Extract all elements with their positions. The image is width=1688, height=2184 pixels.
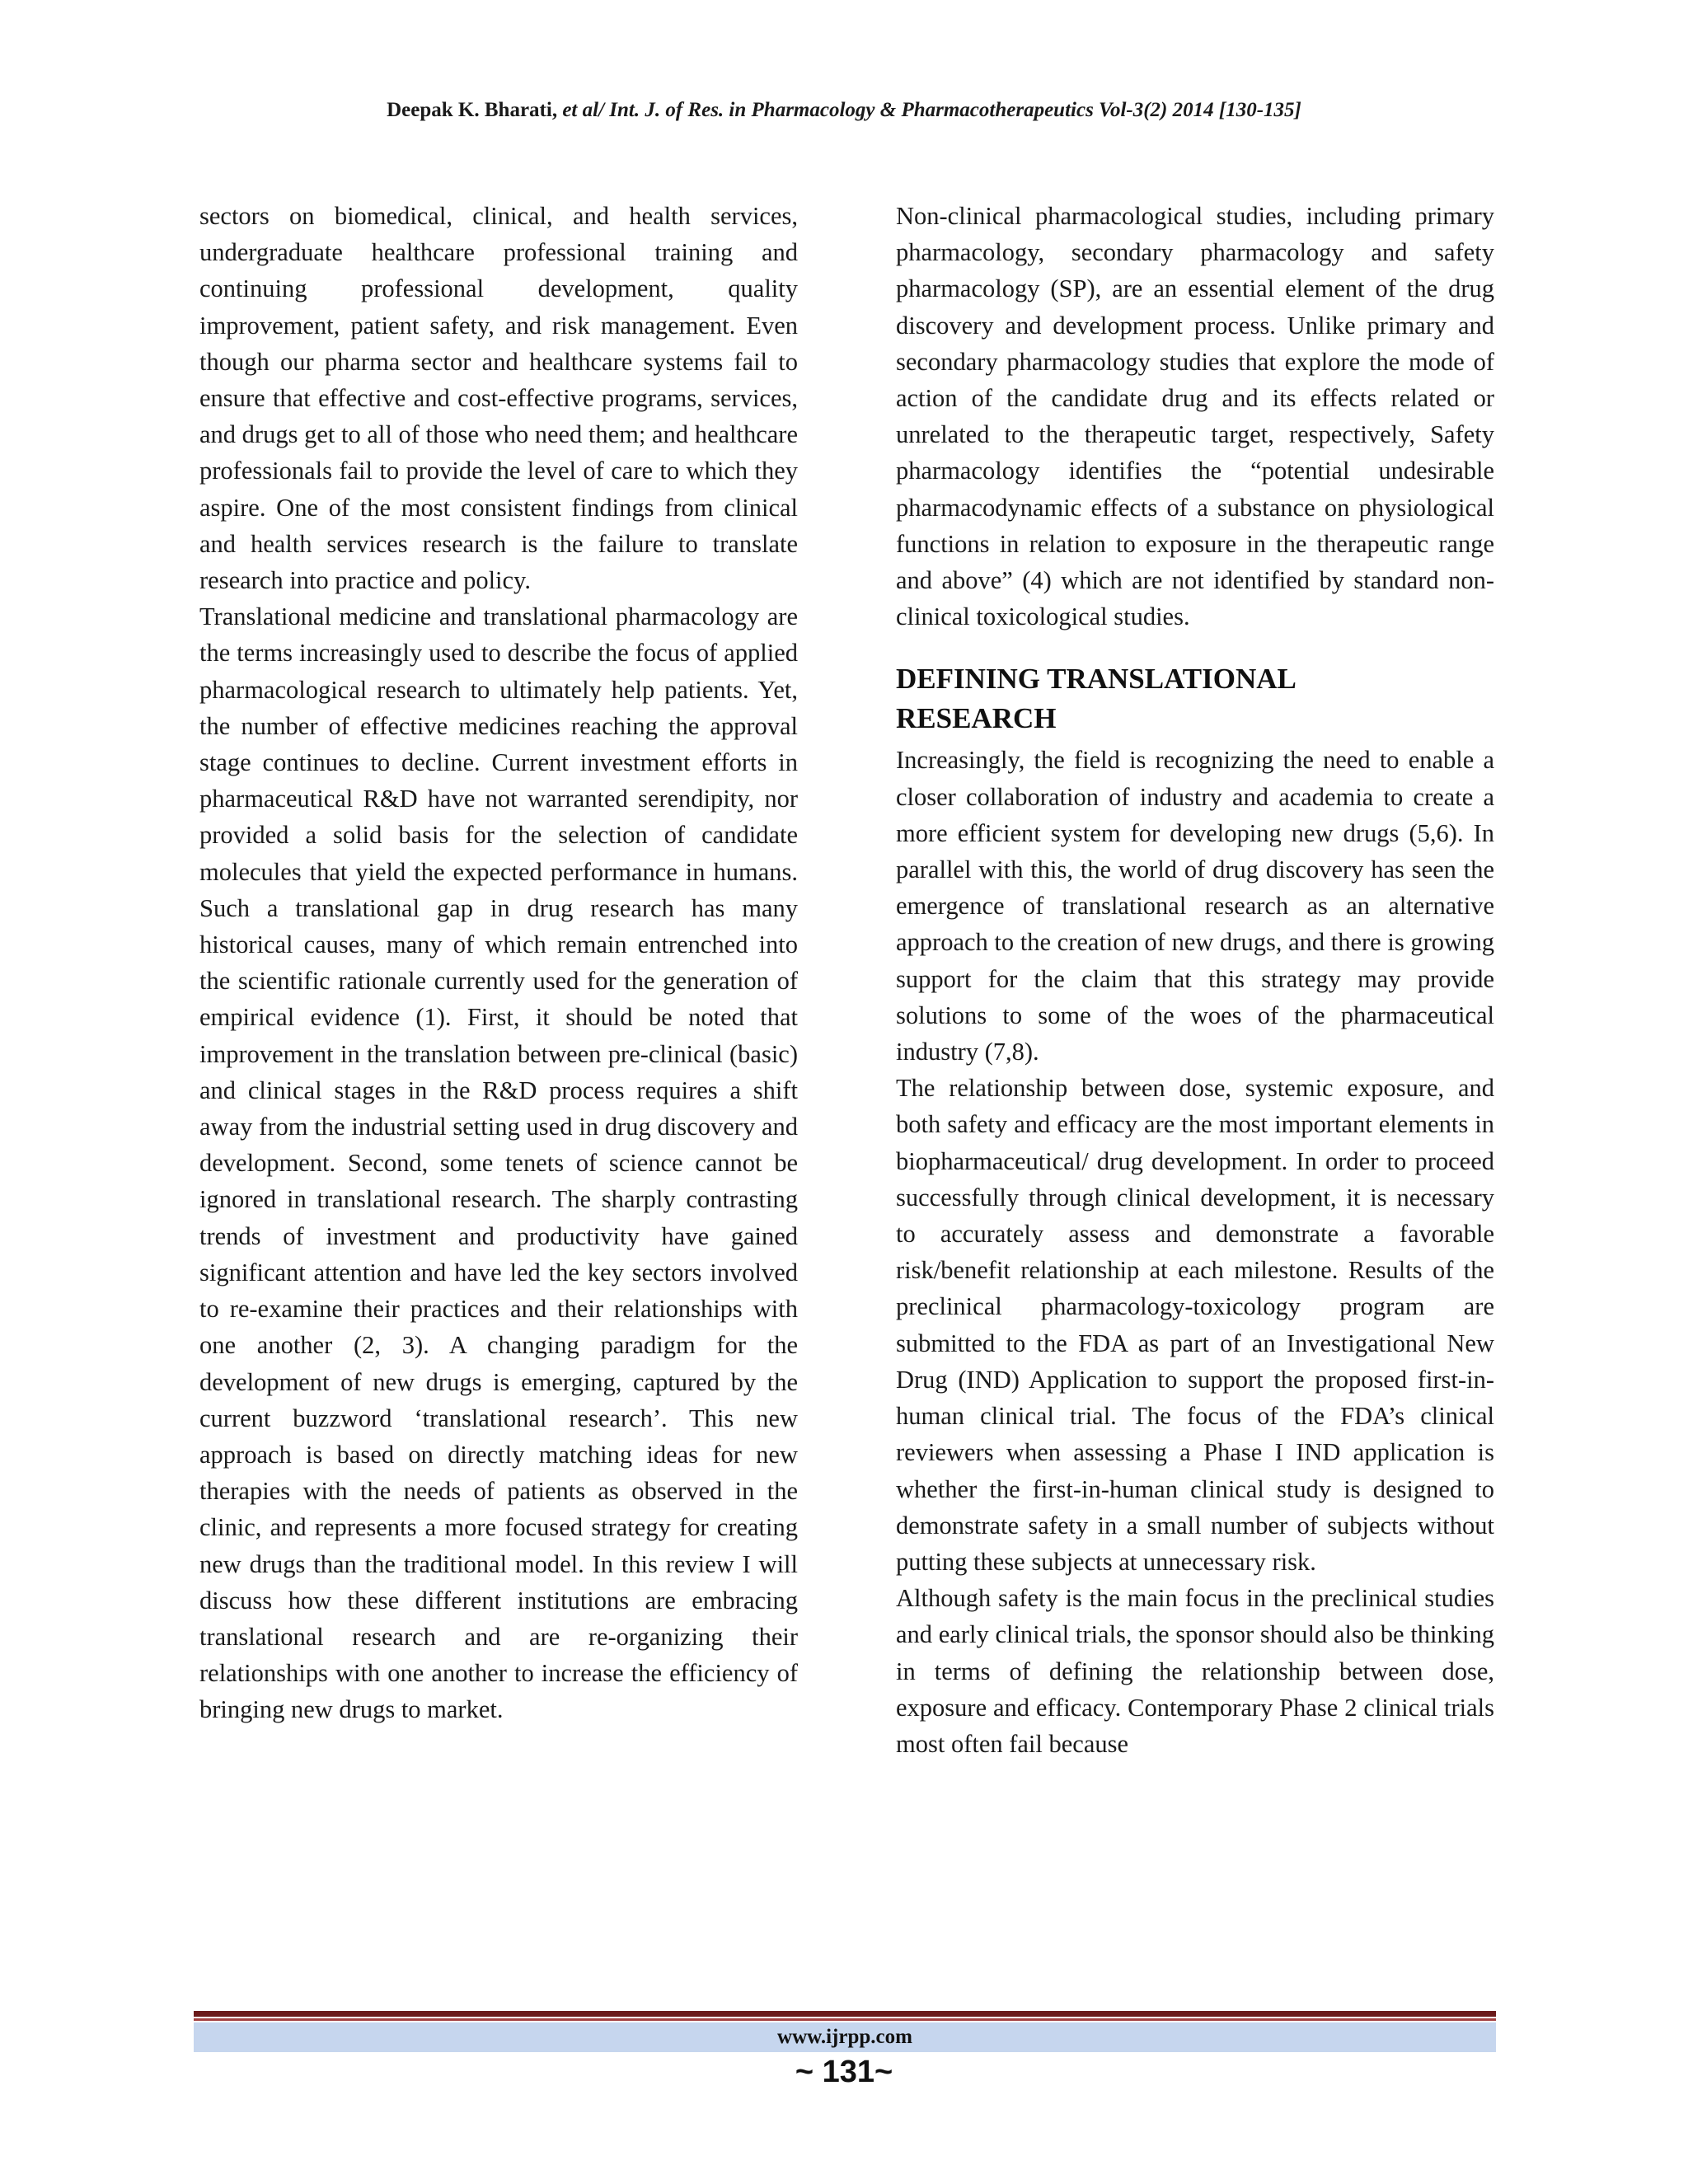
- left-column: [199, 198, 798, 1728]
- left-paragraph-1: sectors on biomedical, clinical, and health services, undergraduate healthcare professional training and continuing professional development, quality improvement, patient safety, and risk management. Even though our pharma sector and healthcare systems fail to ensure that effective and cost-effective programs, services, and drugs get to all of those who need them; and healthcare professionals fail to provide the level of care to which they aspire. One of the most consistent findings from clinical and health services research is the failure to translate research into practice and policy.: [199, 202, 798, 595]
- header-authors: Deepak K. Bharati,: [387, 99, 558, 121]
- right-paragraph-3: Although safety is the main focus in the preclinical studies and early clinical trials, the sponsor should also be thinking in terms of defining the relationship between dose, exposure and efficacy. Contemporary Phase 2 clinical trials most often fail because: [896, 1584, 1494, 1758]
- right-intro-paragraph: Non-clinical pharmacological studies, including primary pharmacology, secondary pharmacology and safety pharmacology (SP), are an essential element of the drug discovery and development process. Unlike primary and secondary pharmacology studies that explore the mode of action of the candidate drug and its effects related or unrelated to the therapeutic target, respectively, Safety pharmacology identifies the “potential undesirable pharmacodynamic effects of a substance on physiological functions in relation to exposure in the therapeutic range and above” (4) which are not identified by standard non-clinical toxicological studies.: [896, 202, 1494, 631]
- footer-url[interactable]: www.ijrpp.com: [777, 2026, 912, 2048]
- left-paragraph-2: Translational medicine and translational pharmacology are the terms increasingly used to describe the focus of applied pharmacological research to ultimately help patients. Yet, the number of effective medicines reaching the approval stage continues to decline. Current investment efforts in pharmaceutical R&D have not warranted serendipity, nor provided a solid basis for the selection of candidate molecules that yield the expected performance in humans. Such a translational gap in drug research has many historical causes, many of which remain entrenched into the scientific rationale currently used for the generation of empirical evidence (1). First, it should be noted that improvement in the translation between pre-clinical (basic) and clinical stages in the R&D process requires a shift away from the industrial setting used in drug discovery and development. Second, some tenets of science cannot be ignored in translational research. The sharply contrasting trends of investment and productivity have gained significant attention and have led the key sectors involved to re-examine their practices and their relationships with one another (2, 3). A changing paradigm for the development of new drugs is emerging, captured by the current buzzword ‘translational research’. This new approach is based on directly matching ideas for new therapies with the needs of patients as observed in the clinic, and represents a more focused strategy for creating new drugs than the traditional model. In this review I will discuss how these different institutions are embracing translational research and are re-organizing their relationships with one another to increase the efficiency of bringing new drugs to market.: [199, 602, 798, 1724]
- footer-rule-light: [194, 2018, 1496, 2021]
- section-heading-line-2: RESEARCH: [896, 702, 1057, 735]
- section-heading-line-1: DEFINING TRANSLATIONAL: [896, 663, 1296, 696]
- header-journal: / Int. J. of Res. in Pharmacology & Pharmacotherapeutics Vol-3(2) 2014 [130-135]: [598, 99, 1301, 121]
- header-etal: et al: [562, 99, 599, 121]
- running-header: [0, 99, 1688, 122]
- footer-url-band: [194, 2022, 1496, 2052]
- right-paragraph-1: Increasingly, the field is recognizing the need to enable a closer collaboration of industry and academia to create a more efficient system for developing new drugs (5,6). In parallel with this, the world of drug discovery has seen the emergence of translational research as an alternative approach to the creation of new drugs, and there is growing support for the claim that this strategy may provide solutions to some of the woes of the pharmaceutical industry (7,8).: [896, 746, 1494, 1066]
- footer-rule-dark: [194, 2011, 1496, 2017]
- right-paragraph-2: The relationship between dose, systemic exposure, and both safety and efficacy are the most important elements in biopharmaceutical/ drug development. In order to proceed successfully through clinical development, it is necessary to accurately assess and demonstrate a favorable risk/benefit relationship at each milestone. Results of the preclinical pharmacology-toxicology program are submitted to the FDA as part of an Investigational New Drug (IND) Application to support the proposed first-in-human clinical trial. The focus of the FDA’s clinical reviewers when assessing a Phase I IND application is whether the first-in-human clinical study is designed to demonstrate safety in a small number of subjects without putting these subjects at unnecessary risk.: [896, 1074, 1494, 1576]
- section-heading: [896, 659, 1494, 738]
- right-column: [896, 198, 1494, 1762]
- page-number: ~ 131~: [795, 2055, 893, 2089]
